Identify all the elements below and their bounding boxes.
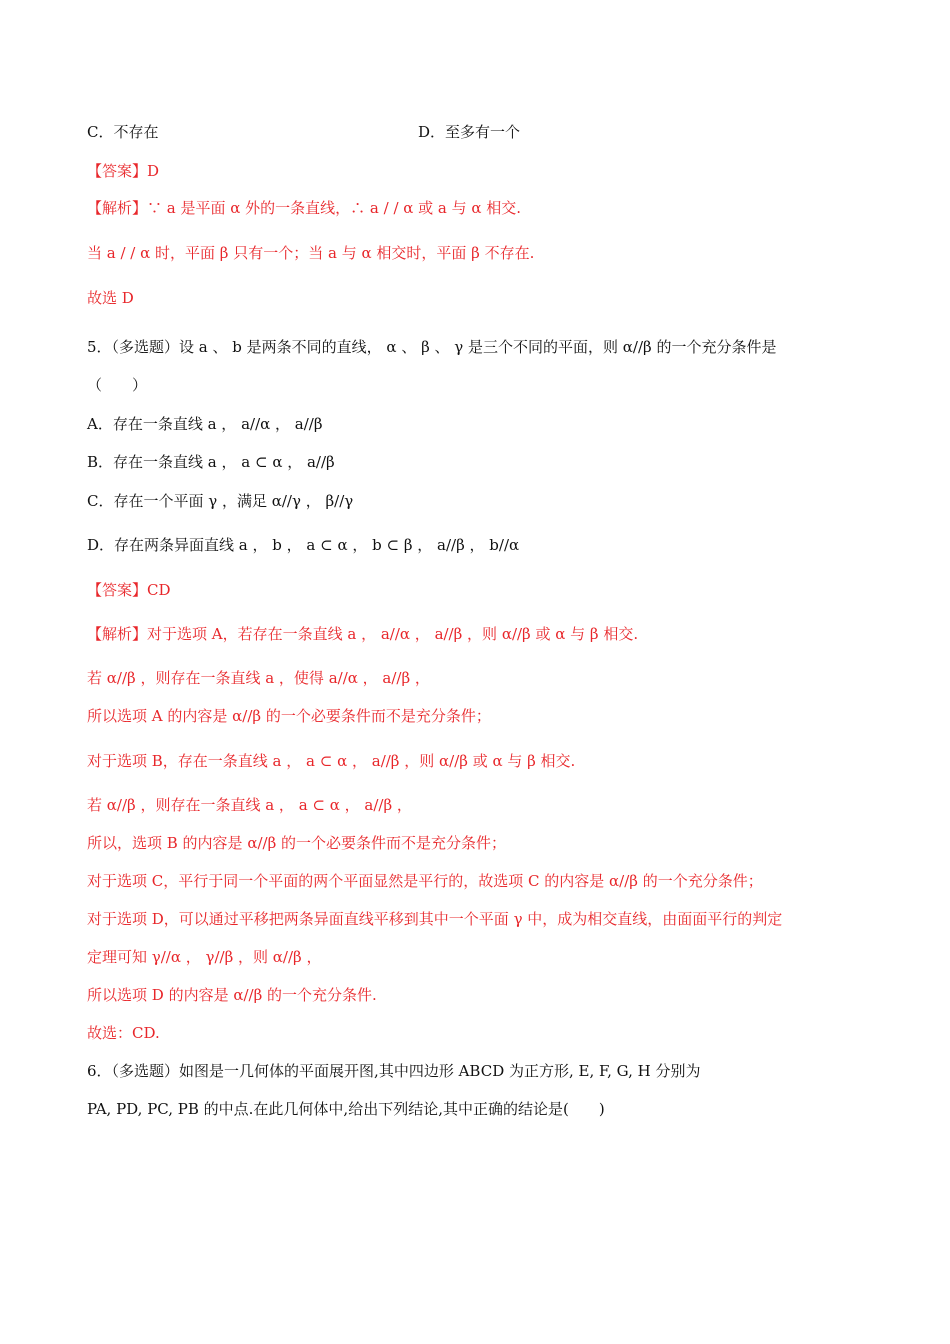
- q5-stem-line-1: 5．（多选题）设 a 、 b 是两条不同的直线， α 、 β 、 γ 是三个不同的平面，则 α//β 的一个充分条件是: [87, 338, 777, 356]
- q5-option-a: A．存在一条直线 a ， a//α ， a//β: [87, 415, 323, 433]
- q5-analysis-line: 所以选项 A 的内容是 α//β 的一个必要条件而不是充分条件；: [87, 707, 491, 725]
- q4-option-c: C．不存在: [87, 123, 159, 141]
- q5-analysis-line: 所以选项 D 的内容是 α//β 的一个充分条件.: [87, 986, 377, 1004]
- q5-answer: 【答案】CD: [87, 581, 171, 599]
- q4-analysis-line-1: 【解析】∵ a 是平面 α 外的一条直线，∴ a / / α 或 a 与 α 相交.: [87, 199, 522, 217]
- q6-stem-line-1: 6．（多选题）如图是一几何体的平面展开图,其中四边形 ABCD 为正方形, E, F, G, H 分别为: [87, 1062, 701, 1080]
- q4-answer: 【答案】D: [87, 162, 160, 180]
- q5-analysis-line: 故选：CD.: [87, 1024, 160, 1042]
- q5-analysis-line: 对于选项 D，可以通过平移把两条异面直线平移到其中一个平面 γ 中，成为相交直线，由面面平行的判定: [87, 910, 783, 928]
- q5-analysis-line: 若 α//β ，则存在一条直线 a ， a ⊂ α ， a//β ，: [87, 796, 412, 814]
- q6-stem-line-2: PA, PD, PC, PB 的中点.在此几何体中,给出下列结论,其中正确的结论是( ): [87, 1100, 605, 1118]
- q5-analysis-line: 若 α//β ，则存在一条直线 a ，使得 a//α ， a//β ，: [87, 669, 430, 687]
- q5-option-c: C．存在一个平面 γ ，满足 α//γ ， β//γ: [87, 492, 354, 510]
- q5-option-b: B．存在一条直线 a ， a ⊂ α ， a//β: [87, 453, 335, 471]
- q5-analysis-line: 所以，选项 B 的内容是 α//β 的一个必要条件而不是充分条件；: [87, 834, 507, 852]
- q5-analysis-line: 定理可知 γ//α ， γ//β ，则 α//β ，: [87, 948, 322, 966]
- q5-option-d: D．存在两条异面直线 a ， b ， a ⊂ α ， b ⊂ β ， a//β ， b//α: [87, 536, 520, 554]
- q5-analysis-line: 【解析】对于选项 A，若存在一条直线 a ， a//α ， a//β ，则 α//β 或 α 与 β 相交.: [87, 625, 639, 643]
- q4-option-d: D．至多有一个: [418, 123, 521, 141]
- q5-stem-line-2: （ ）: [87, 376, 148, 394]
- q4-analysis-line-2: 当 a / / α 时，平面 β 只有一个；当 a 与 α 相交时，平面 β 不存在.: [87, 244, 535, 262]
- q5-analysis-line: 对于选项 B，存在一条直线 a ， a ⊂ α ， a//β ，则 α//β 或 α 与 β 相交.: [87, 752, 576, 770]
- q5-analysis-line: 对于选项 C，平行于同一个平面的两个平面显然是平行的，故选项 C 的内容是 α//β 的一个充分条件；: [87, 872, 763, 890]
- q4-analysis-line-3: 故选 D: [87, 289, 134, 307]
